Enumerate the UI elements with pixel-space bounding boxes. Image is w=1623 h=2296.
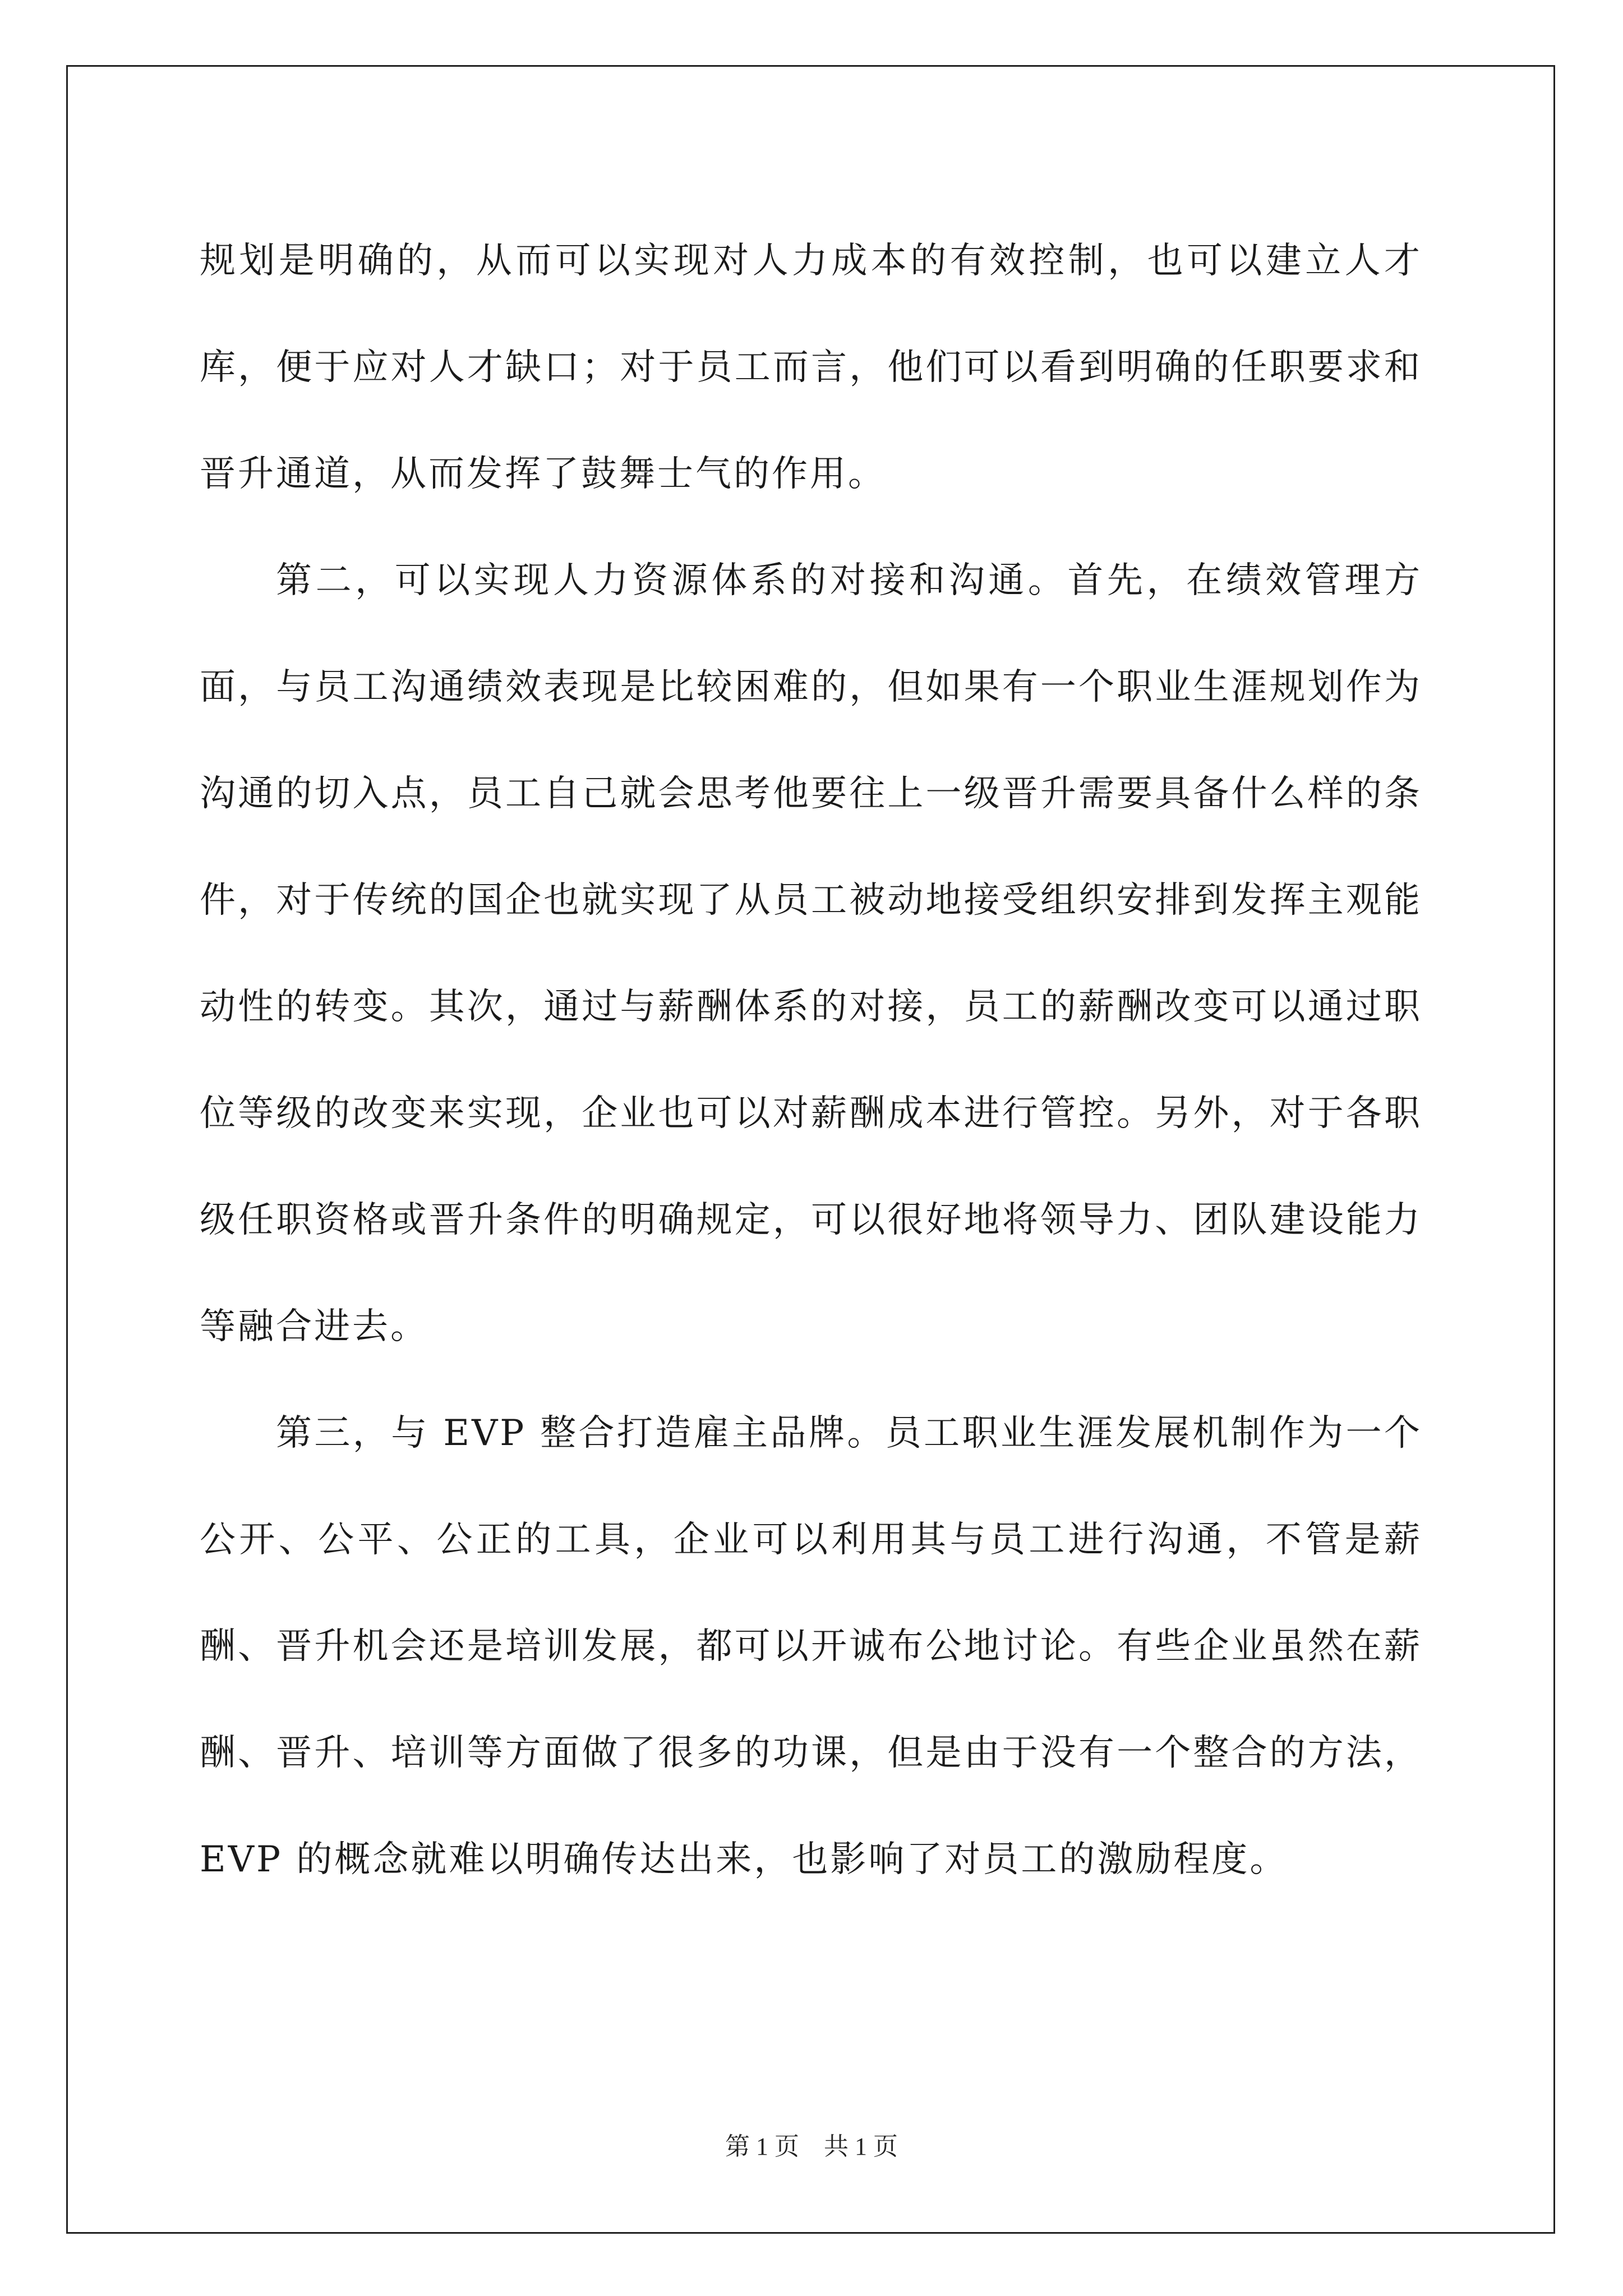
paragraph-second-point: 第二，可以实现人力资源体系的对接和沟通。首先，在绩效管理方面，与员工沟通绩效表现是比较困难的，但如果有一个职业生涯规划作为沟通的切入点，员工自己就会思考他要往上一级晋升需要具备什么样的条件，对于传统的国企也就实现了从员工被动地接受组织安排到发挥主观能动性的转变。其次，通过与薪酬体系的对接，员工的薪酬改变可以通过职位等级的改变来实现，企业也可以对薪酬成本进行管控。另外，对于各职级任职资格或晋升条件的明确规定，可以很好地将领导力、团队建设能力等融合进去。 <box>200 560 1422 1347</box>
paragraph-continuation: 规划是明确的，从而可以实现对人力成本的有效控制，也可以建立人才库，便于应对人才缺口；对于员工而言，他们可以看到明确的任职要求和晋升通道，从而发挥了鼓舞士气的作用。 <box>200 240 1422 495</box>
paragraph-third-point: 第三，与 EVP 整合打造雇主品牌。员工职业生涯发展机制作为一个公开、公平、公正的工具，企业可以利用其与员工进行沟通，不管是薪酬、晋升机会还是培训发展，都可以开诚布公地讨论。有些企业虽然在薪酬、晋升、培训等方面做了很多的功课，但是由于没有一个整合的方法，EVP 的概念就难以明确传达出来，也影响了对员工的激励程度。 <box>200 1412 1422 1880</box>
page-footer: 第 1 页 共 1 页 <box>725 2133 898 2160</box>
document-body <box>200 208 1422 1913</box>
